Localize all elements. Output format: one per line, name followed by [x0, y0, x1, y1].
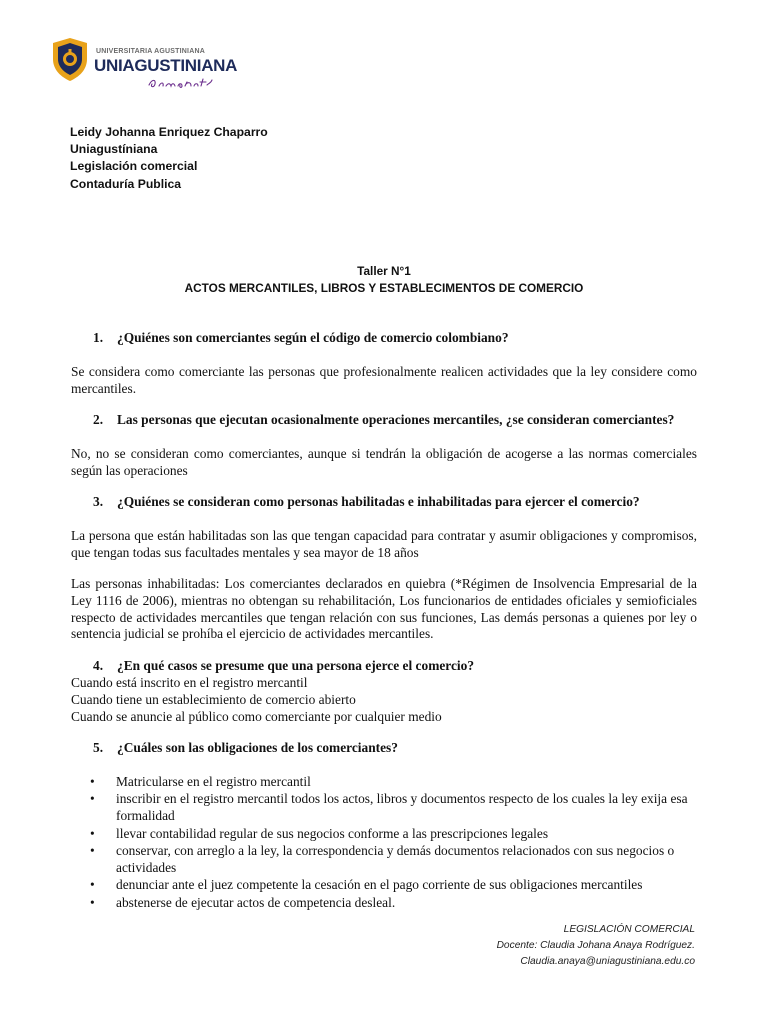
- author-name: Leidy Johanna Enriquez Chaparro: [70, 125, 268, 139]
- answer-1: Se considera como comerciante las personas que profesionalmente realicen actividades que la ley considere como mercantiles.: [71, 364, 697, 396]
- list-item: • denunciar ante el juez competente la cesación en el pago corriente de sus obligaciones mercantiles: [90, 877, 697, 894]
- document-subtitle: ACTOS MERCANTILES, LIBROS Y ESTABLECIMENTOS DE COMERCIO: [184, 281, 584, 295]
- question-5: [93, 740, 398, 756]
- list-item: • llevar contabilidad regular de sus negocios conforme a las prescripciones legales: [90, 826, 697, 843]
- question-2: [93, 412, 674, 428]
- list-item: • Matricularse en el registro mercantil: [90, 774, 697, 791]
- list-item: • conservar, con arreglo a la ley, la correspondencia y demás documentos relacionados con sus negocios o actividades: [90, 843, 697, 877]
- question-number: 4.: [93, 658, 104, 673]
- obligations-list: [90, 774, 697, 912]
- logo-wordmark: UNIAGUSTINIANA: [94, 56, 238, 75]
- question-4: [93, 658, 474, 674]
- footer-course: LEGISLACIÓN COMERCIAL: [563, 924, 695, 935]
- answer-4-line: Cuando tiene un establecimiento de comercio abierto: [71, 692, 356, 707]
- author-block: [70, 124, 268, 193]
- answer-3-habilitadas: La persona que están habilitadas son las que tengan capacidad para contratar y asumir obligaciones y compromisos, que tengan todas sus facultades mentales y sea mayor de 18 años: [71, 528, 697, 560]
- answer-4-line: Cuando se anuncie al público como comerciante por cualquier medio: [71, 709, 442, 724]
- question-number: 3.: [93, 494, 104, 509]
- question-number: 1.: [93, 330, 104, 345]
- answer-3-inhabilitadas: Las personas inhabilitadas: Los comerciantes declarados en quiebra (*Régimen de Insolvencia Empresarial de la Ley 1116 de 2006), mientras no obtengan su rehabilitación, Los funcionarios de entidades oficiales y semioficiales respecto de actividades mercantiles que tengan relación con sus funciones, Las demás personas a quienes por ley o sentencia judicial se prohíba el ejercicio de actividades mercantiles.: [71, 576, 697, 642]
- question-text: ¿Quiénes se consideran como personas habilitadas e inhabilitadas para ejercer el comercio?: [117, 494, 640, 509]
- question-text: ¿Quiénes son comerciantes según el código de comercio colombiano?: [117, 330, 509, 345]
- author-course: Legislación comercial: [70, 159, 198, 174]
- page-footer: [497, 922, 695, 970]
- question-1: [93, 330, 509, 346]
- footer-teacher: Docente: Claudia Johana Anaya Rodríguez.: [496, 940, 695, 951]
- question-text: ¿Cuáles son las obligaciones de los comerciantes?: [117, 740, 398, 755]
- university-logo: [50, 37, 240, 92]
- logo-small-text: UNIVERSITARIA AGUSTINIANA: [96, 48, 205, 55]
- author-institution: Uniagustíniana: [70, 142, 158, 157]
- question-text: ¿En qué casos se presume que una persona ejerce el comercio?: [117, 658, 475, 673]
- question-text: Las personas que ejecutan ocasionalmente operaciones mercantiles, ¿se consideran comerciantes?: [117, 412, 675, 427]
- answer-4-line: Cuando está inscrito en el registro mercantil: [71, 675, 308, 690]
- logo-script-signature: [146, 75, 216, 91]
- list-item: • abstenerse de ejecutar actos de competencia desleal.: [90, 895, 697, 912]
- question-number: 2.: [93, 412, 104, 427]
- author-program: Contaduría Publica: [70, 176, 182, 191]
- answer-2: No, no se consideran como comerciantes, aunque si tendrán la obligación de acogerse a las normas comerciales según las operaciones: [71, 446, 697, 478]
- question-3: [93, 494, 640, 510]
- footer-email: Claudia.anaya@uniagustiniana.edu.co: [520, 956, 695, 967]
- question-number: 5.: [93, 740, 104, 755]
- list-item: • inscribir en el registro mercantil todos los actos, libros y documentos respecto de los cuales la ley exija esa formalidad: [90, 791, 697, 825]
- shield-icon: [50, 37, 90, 83]
- document-title: Taller N°1: [357, 264, 411, 278]
